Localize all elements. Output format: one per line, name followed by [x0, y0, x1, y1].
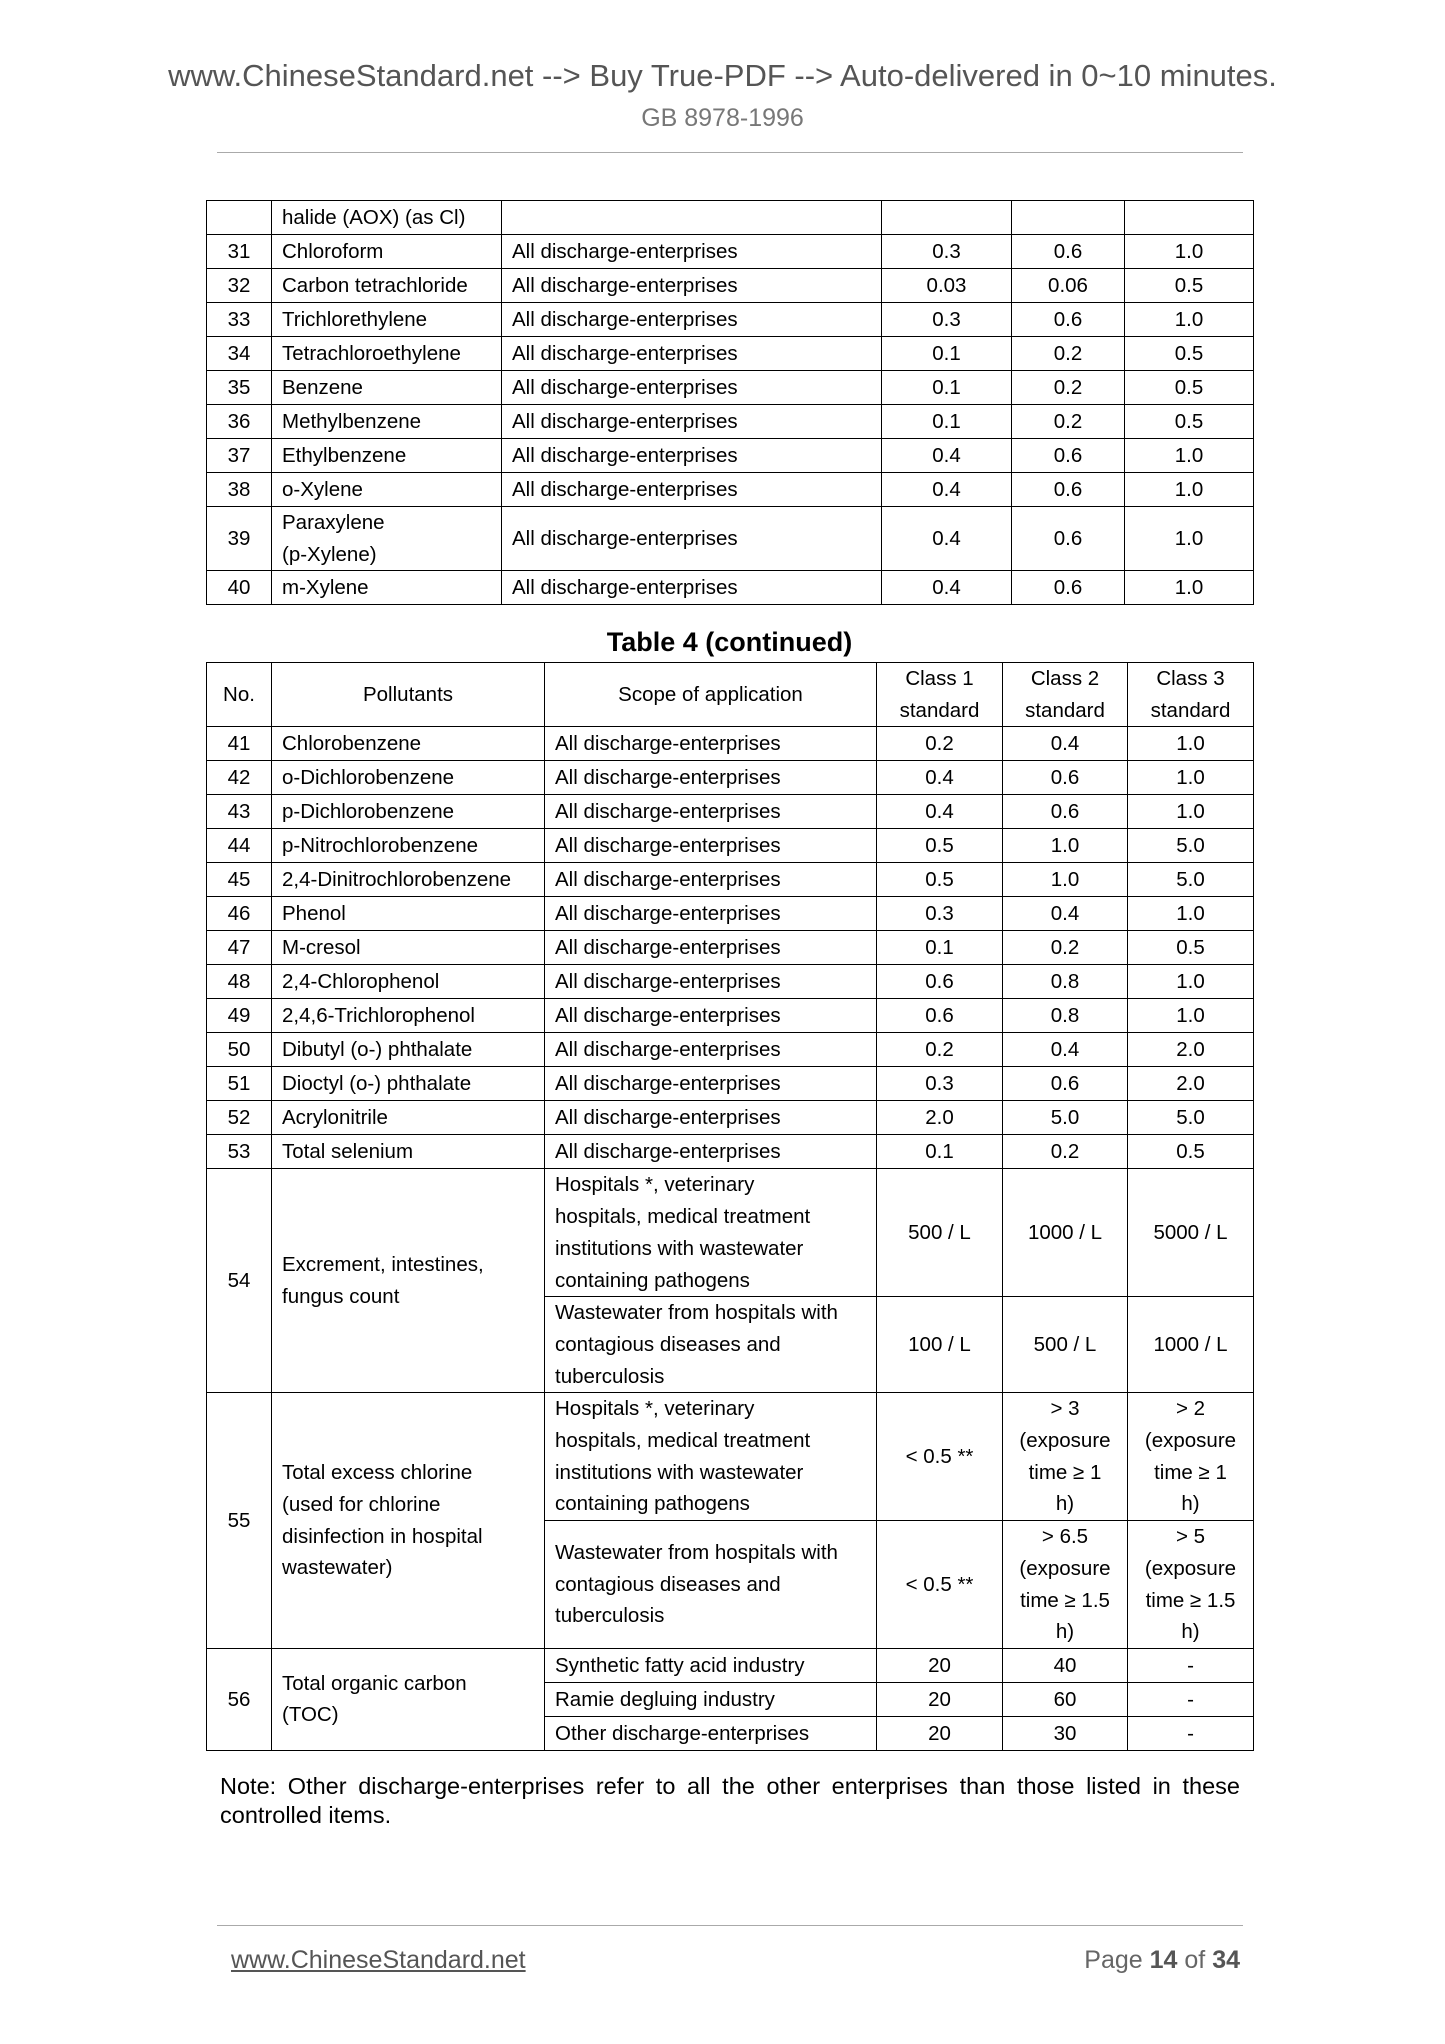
cell-class3: 0.5: [1128, 1135, 1254, 1169]
cell-class1: < 0.5 **: [877, 1521, 1003, 1649]
cell-pollutant: Tetrachloroethylene: [272, 337, 502, 371]
cell-class3: 1.0: [1128, 761, 1254, 795]
header-class1: Class 1 standard: [877, 663, 1003, 727]
cell-class1: 0.3: [877, 897, 1003, 931]
cell-no: 43: [207, 795, 272, 829]
cell-class1: 20: [877, 1648, 1003, 1682]
table-row: [207, 337, 1254, 371]
table-4-continued: [206, 662, 1254, 1751]
document-code: GB 8978-1996: [641, 104, 804, 132]
cell-class1: 20: [877, 1682, 1003, 1716]
cell-scope: All discharge-enterprises: [502, 337, 882, 371]
cell-pollutant: Dioctyl (o-) phthalate: [272, 1067, 545, 1101]
header-scope: Scope of application: [545, 663, 877, 727]
cell-no: 31: [207, 235, 272, 269]
cell-no: 47: [207, 931, 272, 965]
cell-scope: All discharge-enterprises: [545, 795, 877, 829]
cell-pollutant: Ethylbenzene: [272, 439, 502, 473]
cell-class1: 0.1: [882, 405, 1012, 439]
cell-scope: All discharge-enterprises: [502, 405, 882, 439]
cell-no: 41: [207, 727, 272, 761]
cell-class3: 1.0: [1128, 897, 1254, 931]
cell-pollutant: o-Dichlorobenzene: [272, 761, 545, 795]
cell-class3: 0.5: [1125, 371, 1254, 405]
cell-pollutant: Trichlorethylene: [272, 303, 502, 337]
cell-class3: 5.0: [1128, 863, 1254, 897]
table-row: [207, 1135, 1254, 1169]
table-row-55a: [207, 1393, 1254, 1521]
table-row: [207, 571, 1254, 605]
cell-pollutant: Benzene: [272, 371, 502, 405]
table-row: [207, 1067, 1254, 1101]
cell-class2: 0.2: [1003, 931, 1128, 965]
table-row-54a: [207, 1169, 1254, 1297]
cell-class1: 0.6: [877, 999, 1003, 1033]
table-note: Note: Other discharge-enterprises refer to all the other enterprises than those listed in these controlled items.: [220, 1773, 1240, 1828]
cell-scope: Hospitals *, veterinary hospitals, medical treatment institutions with wastewater containing pathogens: [545, 1393, 877, 1521]
cell-class1: 0.3: [877, 1067, 1003, 1101]
table-row: [207, 829, 1254, 863]
cell-pollutant: Methylbenzene: [272, 405, 502, 439]
table-row: [207, 371, 1254, 405]
cell-no: 46: [207, 897, 272, 931]
cell-class2: 0.6: [1012, 303, 1125, 337]
cell-no: 40: [207, 571, 272, 605]
cell-no: 49: [207, 999, 272, 1033]
cell-class3: 2.0: [1128, 1067, 1254, 1101]
table-row: [207, 303, 1254, 337]
cell-class1: 0.1: [877, 931, 1003, 965]
cell-class3: 5.0: [1128, 829, 1254, 863]
cell-class2: 40: [1003, 1648, 1128, 1682]
cell-scope: Synthetic fatty acid industry: [545, 1648, 877, 1682]
cell-class2: 0.6: [1003, 1067, 1128, 1101]
cell-class1: 0.6: [877, 965, 1003, 999]
cell-class3: 0.5: [1125, 269, 1254, 303]
header-pollutants: Pollutants: [272, 663, 545, 727]
cell-class2: 1.0: [1003, 829, 1128, 863]
cell-pollutant: 2,4-Chlorophenol: [272, 965, 545, 999]
cell-scope: All discharge-enterprises: [545, 965, 877, 999]
cell-class3: -: [1128, 1648, 1254, 1682]
cell-class1: 0.4: [882, 571, 1012, 605]
table-row: [207, 405, 1254, 439]
cell-scope: All discharge-enterprises: [545, 829, 877, 863]
cell-class3: 1.0: [1128, 965, 1254, 999]
cell-class1: 0.3: [882, 303, 1012, 337]
cell-pollutant: 2,4-Dinitrochlorobenzene: [272, 863, 545, 897]
cell-pollutant: 2,4,6-Trichlorophenol: [272, 999, 545, 1033]
cell-class1: 0.4: [882, 439, 1012, 473]
table-row: [207, 473, 1254, 507]
cell-class2: 0.2: [1003, 1135, 1128, 1169]
cell-scope: All discharge-enterprises: [502, 303, 882, 337]
cell-scope: All discharge-enterprises: [545, 1101, 877, 1135]
cell-scope: All discharge-enterprises: [545, 761, 877, 795]
cell-no: 42: [207, 761, 272, 795]
cell-class3: 1.0: [1125, 571, 1254, 605]
table-row: [207, 507, 1254, 571]
cell-class1: 0.4: [882, 507, 1012, 571]
table-row: [207, 1101, 1254, 1135]
cell-scope: All discharge-enterprises: [502, 473, 882, 507]
table-row: [207, 439, 1254, 473]
cell-no: 37: [207, 439, 272, 473]
cell-class2: 0.8: [1003, 999, 1128, 1033]
cell-class2: 5.0: [1003, 1101, 1128, 1135]
table-row: [207, 235, 1254, 269]
cell-class3: 0.5: [1128, 931, 1254, 965]
cell-no: 39: [207, 507, 272, 571]
cell-no: 33: [207, 303, 272, 337]
header-title: www.ChineseStandard.net --> Buy True-PDF --> Auto-delivered in 0~10 minutes.: [168, 58, 1277, 93]
cell-class1: 0.1: [877, 1135, 1003, 1169]
cell-class3: 5.0: [1128, 1101, 1254, 1135]
table-row: [207, 201, 1254, 235]
table-row: [207, 999, 1254, 1033]
cell-no: 51: [207, 1067, 272, 1101]
cell-class3: 0.5: [1125, 405, 1254, 439]
cell-scope: All discharge-enterprises: [545, 931, 877, 965]
cell-no: 38: [207, 473, 272, 507]
cell-class3: [1125, 201, 1254, 235]
cell-class2: 0.4: [1003, 897, 1128, 931]
cell-class3: 2.0: [1128, 1033, 1254, 1067]
cell-no: [207, 201, 272, 235]
cell-no: 54: [207, 1169, 272, 1393]
cell-class3: > 5 (exposure time ≥ 1.5 h): [1128, 1521, 1254, 1649]
cell-class2: [1012, 201, 1125, 235]
cell-scope: All discharge-enterprises: [545, 1033, 877, 1067]
cell-class3: 1.0: [1128, 795, 1254, 829]
cell-class2: 0.06: [1012, 269, 1125, 303]
cell-scope: Other discharge-enterprises: [545, 1716, 877, 1750]
cell-class1: 0.3: [882, 235, 1012, 269]
cell-class1: [882, 201, 1012, 235]
cell-class1: 0.4: [877, 761, 1003, 795]
cell-no: 45: [207, 863, 272, 897]
cell-scope: Hospitals *, veterinary hospitals, medical treatment institutions with wastewater containing pathogens: [545, 1169, 877, 1297]
cell-pollutant: Excrement, intestines, fungus count: [272, 1169, 545, 1393]
cell-class3: 1.0: [1125, 303, 1254, 337]
header-class3: Class 3 standard: [1128, 663, 1254, 727]
cell-class1: 0.03: [882, 269, 1012, 303]
cell-class3: 1.0: [1125, 439, 1254, 473]
cell-no: 32: [207, 269, 272, 303]
cell-class1: 0.1: [882, 371, 1012, 405]
cell-scope: All discharge-enterprises: [545, 897, 877, 931]
cell-class1: 2.0: [877, 1101, 1003, 1135]
cell-pollutant: Chloroform: [272, 235, 502, 269]
header-no: No.: [207, 663, 272, 727]
cell-class1: 500 / L: [877, 1169, 1003, 1297]
cell-class2: 0.6: [1003, 795, 1128, 829]
cell-class2: > 6.5 (exposure time ≥ 1.5 h): [1003, 1521, 1128, 1649]
cell-class2: > 3 (exposure time ≥ 1 h): [1003, 1393, 1128, 1521]
cell-class3: 1.0: [1125, 235, 1254, 269]
cell-class2: 0.6: [1012, 439, 1125, 473]
cell-class3: -: [1128, 1716, 1254, 1750]
cell-no: 50: [207, 1033, 272, 1067]
cell-no: 56: [207, 1648, 272, 1750]
cell-class2: 0.2: [1012, 405, 1125, 439]
footer-divider: [217, 1925, 1243, 1926]
table-row: [207, 269, 1254, 303]
cell-class1: < 0.5 **: [877, 1393, 1003, 1521]
cell-scope: All discharge-enterprises: [502, 235, 882, 269]
cell-pollutant: Paraxylene (p-Xylene): [272, 507, 502, 571]
table-row: [207, 1033, 1254, 1067]
cell-class3: 1.0: [1125, 507, 1254, 571]
cell-class2: 0.2: [1012, 337, 1125, 371]
cell-scope: All discharge-enterprises: [502, 439, 882, 473]
cell-class2: 0.6: [1003, 761, 1128, 795]
cell-class2: 1.0: [1003, 863, 1128, 897]
cell-class3: 5000 / L: [1128, 1169, 1254, 1297]
cell-no: 34: [207, 337, 272, 371]
table-row: [207, 863, 1254, 897]
cell-class1: 0.5: [877, 829, 1003, 863]
cell-scope: All discharge-enterprises: [502, 371, 882, 405]
cell-class2: 0.6: [1012, 507, 1125, 571]
cell-pollutant: m-Xylene: [272, 571, 502, 605]
cell-class3: 0.5: [1125, 337, 1254, 371]
cell-class2: 0.8: [1003, 965, 1128, 999]
cell-pollutant: halide (AOX) (as Cl): [272, 201, 502, 235]
cell-no: 55: [207, 1393, 272, 1649]
footer-site-link[interactable]: www.ChineseStandard.net: [231, 1946, 526, 1974]
table-header-row: [207, 663, 1254, 727]
cell-class1: 0.2: [877, 1033, 1003, 1067]
cell-pollutant: Carbon tetrachloride: [272, 269, 502, 303]
cell-pollutant: p-Dichlorobenzene: [272, 795, 545, 829]
cell-pollutant: Chlorobenzene: [272, 727, 545, 761]
cell-scope: All discharge-enterprises: [502, 269, 882, 303]
table-row: [207, 897, 1254, 931]
table-row: [207, 761, 1254, 795]
cell-class3: 1000 / L: [1128, 1297, 1254, 1393]
cell-class2: 0.6: [1012, 473, 1125, 507]
cell-pollutant: p-Nitrochlorobenzene: [272, 829, 545, 863]
cell-class3: 1.0: [1128, 999, 1254, 1033]
cell-scope: All discharge-enterprises: [545, 999, 877, 1033]
table-row: [207, 965, 1254, 999]
cell-pollutant: o-Xylene: [272, 473, 502, 507]
cell-scope: Wastewater from hospitals with contagious diseases and tuberculosis: [545, 1297, 877, 1393]
cell-no: 44: [207, 829, 272, 863]
cell-class2: 60: [1003, 1682, 1128, 1716]
page-indicator: Page 14 of 34: [1084, 1946, 1240, 1974]
cell-class3: -: [1128, 1682, 1254, 1716]
cell-pollutant: Phenol: [272, 897, 545, 931]
header-divider: [217, 152, 1243, 153]
cell-class3: > 2 (exposure time ≥ 1 h): [1128, 1393, 1254, 1521]
cell-class3: 1.0: [1125, 473, 1254, 507]
cell-class1: 0.4: [877, 795, 1003, 829]
cell-class2: 0.2: [1012, 371, 1125, 405]
cell-pollutant: Dibutyl (o-) phthalate: [272, 1033, 545, 1067]
cell-pollutant: Acrylonitrile: [272, 1101, 545, 1135]
table-row: [207, 795, 1254, 829]
cell-pollutant: M-cresol: [272, 931, 545, 965]
cell-class2: 1000 / L: [1003, 1169, 1128, 1297]
cell-class2: 0.4: [1003, 727, 1128, 761]
cell-pollutant: Total organic carbon (TOC): [272, 1648, 545, 1750]
cell-no: 35: [207, 371, 272, 405]
cell-class2: 0.4: [1003, 1033, 1128, 1067]
cell-class1: 20: [877, 1716, 1003, 1750]
header-class2: Class 2 standard: [1003, 663, 1128, 727]
cell-no: 36: [207, 405, 272, 439]
cell-scope: All discharge-enterprises: [502, 571, 882, 605]
table-top-continuation: [206, 200, 1254, 605]
cell-scope: All discharge-enterprises: [545, 727, 877, 761]
cell-class2: 500 / L: [1003, 1297, 1128, 1393]
cell-class1: 0.4: [882, 473, 1012, 507]
cell-pollutant: Total selenium: [272, 1135, 545, 1169]
table-row: [207, 931, 1254, 965]
cell-class1: 0.1: [882, 337, 1012, 371]
table-row-56a: [207, 1648, 1254, 1682]
cell-scope: Ramie degluing industry: [545, 1682, 877, 1716]
table-caption: Table 4 (continued): [606, 627, 853, 657]
cell-class1: 100 / L: [877, 1297, 1003, 1393]
cell-no: 52: [207, 1101, 272, 1135]
cell-no: 53: [207, 1135, 272, 1169]
cell-scope: All discharge-enterprises: [545, 863, 877, 897]
cell-pollutant: Total excess chlorine (used for chlorine disinfection in hospital wastewater): [272, 1393, 545, 1649]
table-row: [207, 727, 1254, 761]
cell-scope: [502, 201, 882, 235]
cell-class1: 0.2: [877, 727, 1003, 761]
cell-no: 48: [207, 965, 272, 999]
cell-class2: 0.6: [1012, 571, 1125, 605]
cell-class2: 0.6: [1012, 235, 1125, 269]
cell-scope: All discharge-enterprises: [545, 1067, 877, 1101]
cell-class2: 30: [1003, 1716, 1128, 1750]
cell-scope: Wastewater from hospitals with contagious diseases and tuberculosis: [545, 1521, 877, 1649]
cell-class1: 0.5: [877, 863, 1003, 897]
cell-scope: All discharge-enterprises: [502, 507, 882, 571]
cell-class3: 1.0: [1128, 727, 1254, 761]
cell-scope: All discharge-enterprises: [545, 1135, 877, 1169]
